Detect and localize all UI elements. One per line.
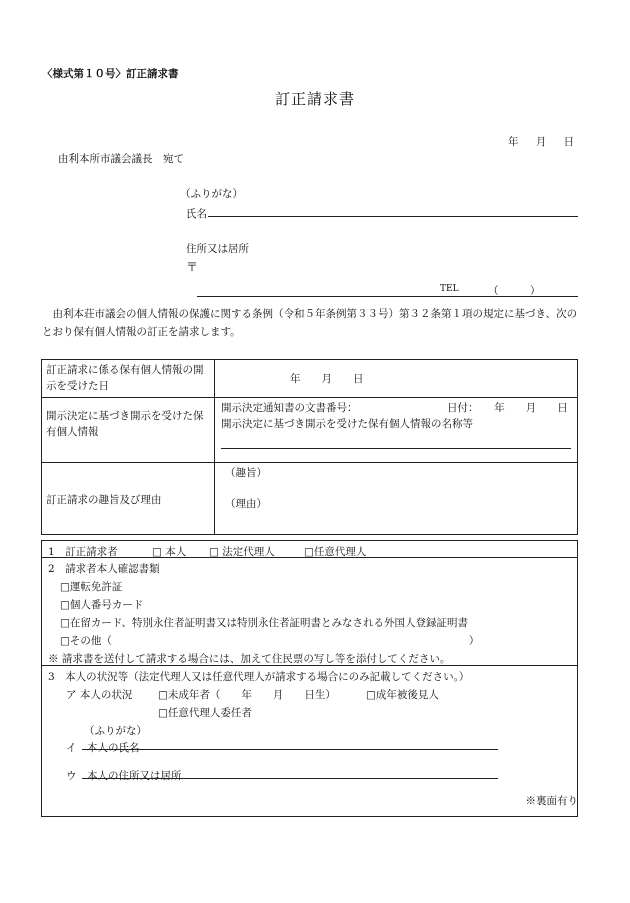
disclosure-date-cell[interactable]	[215, 360, 578, 398]
tel-area-code: （ ）	[488, 285, 541, 297]
purpose-reason-cell[interactable]	[215, 463, 578, 535]
principal-furigana-label: （ふりがな）	[84, 725, 147, 737]
applicant-name-label: 氏名	[186, 208, 207, 220]
request-date: 年 月 日	[508, 136, 575, 148]
disclosed-info-cell[interactable]	[215, 398, 578, 463]
principal-status-heading: 3 本人の状況等（法定代理人又は任意代理人が請求する場合にのみ記載してください。）	[48, 671, 470, 683]
divider	[42, 557, 577, 558]
divider	[42, 665, 577, 666]
purpose-reason-label: 訂正請求の趣旨及び理由	[42, 463, 215, 535]
requester-voluntary-checkbox[interactable]: □任意代理人	[304, 546, 367, 558]
id-doc-drivers-license[interactable]: □運転免許証	[60, 581, 123, 593]
doc-number-label: 開示決定通知書の文書番号：	[221, 402, 358, 414]
requester-heading: 1 訂正請求者	[48, 546, 118, 558]
id-docs-note: ※ 請求書を送付して請求する場合には、加えて住民票の写し等を添付してください。	[48, 653, 451, 665]
reverse-side-note: ※裏面有り	[525, 795, 578, 807]
id-doc-residence-card[interactable]: □在留カード、特別永住者証明書又は特別永住者証明書とみなされる外国人登録証明書	[60, 617, 468, 629]
id-doc-my-number-card[interactable]: □個人番号カード	[60, 599, 144, 611]
table-row	[42, 360, 578, 398]
principal-address-field[interactable]	[82, 778, 498, 779]
addressee: 由利本所市議会議長 宛て	[58, 153, 184, 165]
applicant-address-label: 住所又は居所	[186, 243, 249, 255]
disclosure-date-label: 訂正請求に係る保有個人情報の開示を受けた日	[42, 360, 215, 398]
requester-legal-checkbox[interactable]: □ 法定代理人	[209, 546, 275, 558]
tel-label: TEL	[440, 284, 459, 294]
applicant-furigana-label: （ふりがな）	[180, 188, 243, 200]
principal-name-field[interactable]	[82, 749, 498, 750]
info-name-label: 開示決定に基づき開示を受けた保有個人情報の名称等	[221, 418, 473, 430]
applicant-name-field[interactable]	[208, 216, 578, 217]
request-details-table	[41, 359, 578, 535]
principal-name-label: イ 本人の氏名	[66, 742, 140, 754]
info-name-field[interactable]	[221, 448, 571, 449]
postal-mark: 〒	[186, 260, 199, 274]
status-principal-checkbox[interactable]: □任意代理人委任者	[158, 707, 252, 719]
table-row	[42, 463, 578, 535]
status-minor-checkbox[interactable]: □未成年者（ 年 月 日生）	[158, 689, 336, 701]
doc-date-label: 日付： 年 月 日	[447, 402, 568, 414]
applicant-address-field[interactable]	[197, 296, 578, 297]
disclosed-info-label: 開示決定に基づき開示を受けた保有個人情報	[42, 398, 215, 463]
requester-info-box	[41, 540, 578, 817]
id-docs-heading: 2 請求者本人確認書類	[48, 563, 160, 575]
id-doc-other[interactable]: □その他（ ）	[60, 635, 480, 647]
intro-text: 由利本荘市議会の個人情報の保護に関する条例（令和５年条例第３３号）第３２条第１項の規定に基づき、次のとおり保有個人情報の訂正を請求します。	[42, 308, 578, 338]
purpose-label: （趣旨）	[225, 467, 267, 479]
disclosure-date-value: 年 月 日	[290, 372, 364, 385]
form-number: 〈様式第１０号〉訂正請求書	[42, 68, 179, 80]
reason-label: （理由）	[225, 498, 267, 510]
principal-status-label: ア 本人の状況	[66, 689, 133, 701]
page-title: 訂正請求書	[274, 90, 355, 108]
requester-self-checkbox[interactable]: □ 本人	[152, 546, 187, 558]
status-adult-ward-checkbox[interactable]: □成年被後見人	[366, 689, 439, 701]
principal-address-label: ウ 本人の住所又は居所	[66, 770, 182, 782]
table-row	[42, 398, 578, 463]
